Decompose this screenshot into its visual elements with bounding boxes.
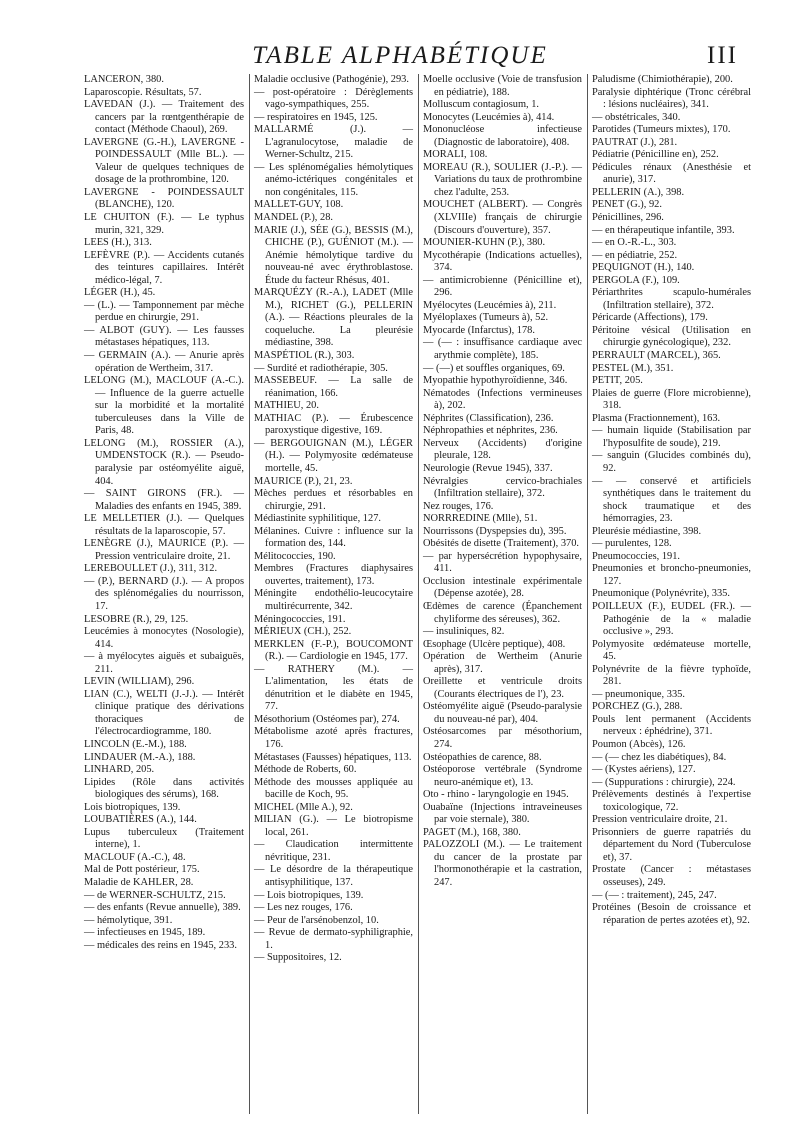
index-entry: PAGET (M.), 168, 380. [423,826,521,838]
index-entry: Protéines (Besoin de croissance et réparation de pertes azotées et), 92. [592,902,751,926]
index-entry: Polynévrite de la fièvre typhoïde, 281. [592,663,751,688]
index-column-4 [587,74,756,1114]
index-entry: — (P.), BERNARD (J.). — A propos des splénomégalies du nourrisson, 17. [84,575,244,612]
index-entry: — GERMAIN (A.). — Anurie après opération de Wertheim, 317. [84,350,244,374]
index-entry: MAURICE (P.), 21, 23. [254,475,353,487]
index-entry: LEVIN (WILLIAM), 296. [84,676,195,688]
index-entry: MOUCHET (ALBERT). — Congrès (XLVIIIe) français de chirurgie (Discours d'ouverture), 357. [423,199,582,236]
index-entry: MERKLEN (F.-P.), BOUCOMONT (R.). — Cardiologie en 1945, 177. [254,638,413,663]
index-entry: LINCOLN (E.-M.), 188. [84,738,187,750]
index-entry: — (—) et souffles organiques, 69. [423,362,565,374]
index-entry: — Les splénomégalies hémolytiques anémo-ictériques congénitales et non congénitales, 115. [254,161,413,198]
index-entry: Mycothérapie (Indications actuelles), 374. [423,249,582,274]
index-entry: Prostate (Cancer : métastases osseuses), 249. [592,864,751,888]
index-entry: Pédiatrie (Pénicilline en), 252. [592,149,719,161]
index-entry: Lois biotropiques, 139. [84,801,181,813]
index-entry: — sanguin (Glucides combinés du), 92. [592,450,751,474]
index-entry: Œdèmes de carence (Épanchement chyliforme des séreuses), 362. [423,600,582,625]
index-entry: PORCHEZ (G.), 288. [592,701,683,713]
index-entry: — Revue de dermato-syphiligraphie, 1. [254,927,413,951]
index-entry: Oto - rhino - laryngologie en 1945. [423,789,569,801]
index-entry: LELONG (M.), MACLOUF (A.-C.). — Influence de la guerre actuelle sur la morbidité et la mortalité tuberculeuses dans la Ville de Paris, 48. [84,375,244,437]
index-entry: — Le désordre de la thérapeutique antisyphilitique, 137. [254,864,413,888]
index-entry: — purulentes, 128. [592,538,672,550]
index-entry: MARIE (J.), SÉE (G.), BESSIS (M.), CHICHE (P.), GUÉNIOT (M.). — Anémie hémolytique tardive du nouveau-né avec érythroblastose. Étude du facteur Rhésus, 401. [254,224,413,286]
index-entry: Moelle occlusive (Voie de transfusion en pédiatrie), 188. [423,74,582,98]
index-entry: Nez rouges, 176. [423,500,494,512]
index-entry: — en pédiatrie, 252. [592,249,678,261]
index-entry: Ostéoporose vertébrale (Syndrome neuro-anémique et), 13. [423,764,582,788]
index-entry: LAVEDAN (J.). — Traitement des cancers par la rœntgenthérapie de contact (Méthode Chaoul), 269. [84,99,244,136]
index-entry: MALLET-GUY, 108. [254,199,344,211]
index-entry: Nourrissons (Dyspepsies du), 395. [423,525,567,537]
index-entry: — Surdité et radiothérapie, 305. [254,362,388,374]
index-entry: PAUTRAT (J.), 281. [592,136,678,148]
index-entry: MACLOUF (A.-C.), 48. [84,851,186,863]
index-entry: Membres (Fractures diaphysaires ouvertes, traitement), 173. [254,563,413,587]
index-entry: Méthode de Roberts, 60. [254,764,357,776]
index-entry: LANCERON, 380. [84,74,164,85]
index-entry: Pneumonies et broncho-pneumonies, 127. [592,563,751,587]
index-entry: Névralgies cervico-brachiales (Infiltration stellaire), 372. [423,475,582,500]
index-entry: LEFÈVRE (P.). — Accidents cutanés des teintures capillaires. Intérêt médico-légal, 7. [84,249,244,286]
index-entry: LÉGER (H.), 45. [84,287,156,299]
index-entry: LIAN (C.), WELTI (J.-J.). — Intérêt clinique pratique des dérivations thoraciques de l'électrocardiogramme, 180. [84,688,244,738]
index-entry: Lupus tuberculeux (Traitement interne), 1. [84,826,244,851]
index-entry: — (Suppurations : chirurgie), 224. [592,776,736,788]
index-entry: Mélitococcies, 190. [254,550,336,562]
index-entry: — Suppositoires, 12. [254,952,342,964]
index-entry: — infectieuses en 1945, 189. [84,927,206,939]
index-entry: POILLEUX (F.), EUDEL (FR.). — Pathogénie de la « maladie occlusive », 293. [592,600,751,638]
index-entry: Pédicules rénaux (Anesthésie et anurie), 317. [592,161,751,186]
index-entry: Mononucléose infectieuse (Diagnostic de laboratoire), 408. [423,124,582,148]
index-entry: Ouabaïne (Injections intraveineuses par voie sternale), 380. [423,801,582,826]
page-title: TABLE ALPHABÉTIQUE [252,42,548,69]
index-entry: — en O.-R.-L., 303. [592,237,677,249]
index-entry: LOUBATIÈRES (A.), 144. [84,814,197,826]
index-entry: LINHARD, 205. [84,764,155,776]
index-entry: MOUNIER-KUHN (P.), 380. [423,237,546,249]
index-entry: Lipides (Rôle dans activités biologiques des sérums), 168. [84,776,244,801]
index-entry: LINDAUER (M.-A.), 188. [84,751,196,763]
index-column-3 [418,74,587,1114]
page-number: III [707,42,738,69]
index-entry: Péricarde (Affections), 179. [592,312,708,324]
index-entry: LENÈGRE (J.), MAURICE (P.). — Pression ventriculaire droite, 21. [84,538,244,562]
index-entry: Leucémies à monocytes (Nosologie), 414. [84,626,244,650]
index-entry: Périarthrites scapulo-humérales (Infiltration stellaire), 372. [592,287,751,311]
index-entry: Monocytes (Leucémies à), 414. [423,111,555,123]
index-entry: — BERGOUIGNAN (M.), LÉGER (H.). — Polymyosite œdémateuse mortelle, 45. [254,437,413,474]
index-entry: LEES (H.), 313. [84,237,152,249]
index-entry: Myélocytes (Leucémies à), 211. [423,299,557,311]
index-entry: Pneumonique (Polynévrite), 335. [592,588,730,600]
index-entry: — en thérapeutique infantile, 393. [592,224,735,236]
index-entry: — Peur de l'arsénobenzol, 10. [254,914,379,926]
index-column-2 [249,74,418,1114]
index-column-1 [80,74,249,1114]
index-entry: Prélèvements destinés à l'expertise toxicologique, 72. [592,789,751,813]
index-columns [80,74,756,1114]
index-entry: Méningococcies, 191. [254,613,346,625]
page-header [62,42,738,76]
index-entry: — (— : traitement), 245, 247. [592,889,717,901]
index-entry: Occlusion intestinale expérimentale (Dépense azotée), 28. [423,575,582,600]
index-entry: Poumon (Abcès), 126. [592,738,686,750]
index-entry: Métabolisme azoté après fractures, 176. [254,726,413,750]
index-entry: — Lois biotropiques, 139. [254,889,364,901]
index-entry: Oreillette et ventricule droits (Courants électriques de l'), 23. [423,676,582,700]
index-entry: LEREBOULLET (J.), 311, 312. [84,563,218,575]
index-entry: Œsophage (Ulcère peptique), 408. [423,638,566,650]
index-entry: Mélanines. Cuivre : influence sur la formation des, 144. [254,525,413,550]
index-entry: Pouls lent permanent (Accidents nerveux : éphédrine), 371. [592,713,751,738]
index-entry: Pleurésie médiastine, 398. [592,525,702,537]
index-entry: PELLERIN (A.), 398. [592,186,685,198]
index-entry: — antimicrobienne (Pénicilline et), 296. [423,274,582,299]
index-entry: — (Kystes aériens), 127. [592,764,696,776]
index-entry: — humain liquide (Stabilisation par l'hyposulfite de soude), 219. [592,425,751,449]
index-entry: MOREAU (R.), SOULIER (J.-P.). — Variations du taux de prothrombine chez l'adulte, 253. [423,161,582,198]
index-entry: Maladie occlusive (Pathogénie), 293. [254,74,409,85]
index-entry: — Claudication intermittente névritique, 231. [254,839,413,863]
index-entry: PENET (G.), 92. [592,199,662,211]
index-entry: MORALI, 108. [423,149,488,161]
index-entry: Myéloplaxes (Tumeurs à), 52. [423,312,549,324]
index-entry: Méningite endothélio-leucocytaire multirécurrente, 342. [254,588,413,612]
index-entry: — par hypersécrétion hypophysaire, 411. [423,550,582,575]
index-entry: Pression ventriculaire droite, 21. [592,814,728,826]
index-entry: Nématodes (Infections vermineuses à), 202. [423,387,582,412]
index-entry: Myocarde (Infarctus), 178. [423,324,535,336]
index-entry: Médiastinite syphilitique, 127. [254,513,381,525]
index-entry: — post-opératoire : Dérèglements vago-sympathiques, 255. [254,86,413,111]
index-entry: LELONG (M.), ROSSIER (A.), UMDENSTOCK (R.). — Pseudo-paralysie par ostéomyélite aiguë, 404. [84,437,244,487]
index-entry: — à myélocytes aiguës et subaiguës, 211. [84,651,244,675]
index-entry: Pénicillines, 296. [592,212,664,224]
index-entry: — (— chez les diabétiques), 84. [592,751,727,763]
index-entry: NORRREDINE (Mlle), 51. [423,513,538,525]
index-entry: MICHEL (Mlle A.), 92. [254,801,353,813]
index-entry: PERGOLA (F.), 109. [592,274,680,286]
index-entry: Méthode des mousses appliquée au bacille de Koch, 95. [254,776,413,801]
index-entry: Néphropathies et néphrites, 236. [423,425,558,437]
index-entry: Plasma (Fractionnement), 163. [592,412,721,424]
index-entry: Parotides (Tumeurs mixtes), 170. [592,124,731,136]
index-entry: — obstétricales, 340. [592,111,681,123]
index-entry: — respiratoires en 1945, 125. [254,111,378,123]
index-entry: MALLARMÉ (J.). — L'agranulocytose, maladie de Werner-Schultz, 215. [254,124,413,161]
index-entry: MASSEBEUF. — La salle de réanimation, 166. [254,375,413,399]
index-entry: Nerveux (Accidents) d'origine pleurale, 128. [423,437,582,462]
index-entry: PESTEL (M.), 351. [592,362,674,374]
index-entry: Maladie de KAHLER, 28. [84,877,194,888]
index-entry: — de WERNER-SCHULTZ, 215. [84,889,226,901]
index-entry: Neurologie (Revue 1945), 337. [423,462,553,474]
index-entry: — Les nez rouges, 176. [254,902,353,914]
index-entry: Molluscum contagiosum, 1. [423,99,540,111]
index-entry: Mésothorium (Ostéomes par), 274. [254,713,400,725]
index-entry: Mal de Pott postérieur, 175. [84,864,200,876]
index-entry: Polymyosite œdémateuse mortelle, 45. [592,638,751,663]
index-entry: MASPÉTIOL (R.), 303. [254,350,355,362]
index-entry: LESOBRE (R.), 29, 125. [84,613,189,625]
index-entry: — (— : insuffisance cardiaque avec arythmie complète), 185. [423,337,582,362]
index-entry: Mèches perdues et résorbables en chirurgie, 291. [254,488,413,512]
index-entry: Ostéopathies de carence, 88. [423,751,542,763]
index-entry: — médicales des reins en 1945, 233. [84,939,237,951]
index-entry: — RATHERY (M.). — L'alimentation, les états de dénutrition et le diabète en 1945, 77. [254,663,413,713]
index-entry: Néphrites (Classification), 236. [423,412,554,424]
index-entry: MILIAN (G.). — Le biotropisme local, 261. [254,814,413,838]
index-entry: Prisonniers de guerre rapatriés du département du Nord (Tuberculose et), 37. [592,826,751,863]
index-entry: LAVERGNE (G.-H.), LAVERGNE - POINDESSAULT (Mlle BL.). — Valeur de quelques techniques de dosage de la prothrombine, 120. [84,136,244,186]
index-entry: PALOZZOLI (M.). — Le traitement du cancer de la prostate par l'hormonothérapie et la castration, 247. [423,839,582,888]
index-entry: Ostéosarcomes par mésothorium, 274. [423,726,582,750]
index-entry: Opération de Wertheim (Anurie après), 317. [423,651,582,675]
index-entry: PEQUIGNOT (H.), 140. [592,262,695,274]
index-entry: — (L.). — Tamponnement par mèche perdue en chirurgie, 291. [84,299,244,324]
index-entry: Obésités de disette (Traitement), 370. [423,538,580,550]
index-entry: PETIT, 205. [592,375,643,387]
index-entry: — SAINT GIRONS (FR.). — Maladies des enfants en 1945, 389. [84,488,244,512]
index-entry: Ostéomyélite aiguë (Pseudo-paralysie du nouveau-né par), 404. [423,701,582,725]
index-entry: — — conservé et artificiels synthétiques dans le traitement du shock traumatique et des hémorragies, 23. [592,475,751,525]
index-entry: MÉRIEUX (CH.), 252. [254,626,352,638]
index-entry: Pneumococcies, 191. [592,550,681,562]
index-entry: Métastases (Fausses) hépatiques, 113. [254,751,412,763]
index-entry: LE CHUITON (F.). — Le typhus murin, 321, 329. [84,212,244,236]
index-entry: Myopathie hypothyroïdienne, 346. [423,375,568,387]
index-entry: — ALBOT (GUY). — Les fausses métastases hépatiques, 113. [84,324,244,349]
index-entry: PERRAULT (MARCEL), 365. [592,350,721,362]
index-entry: Paludisme (Chimiothérapie), 200. [592,74,733,85]
index-entry: — des enfants (Revue annuelle), 389. [84,902,241,914]
index-entry: MATHIEU, 20. [254,400,319,412]
index-entry: LAVERGNE - POINDESSAULT (BLANCHE), 120. [84,186,244,211]
index-entry: MANDEL (P.), 28. [254,212,333,224]
index-entry: LE MELLETIER (J.). — Quelques résultats de la laparoscopie, 57. [84,513,244,537]
index-entry: — pneumonique, 335. [592,688,685,700]
index-entry: Plaies de guerre (Flore microbienne), 318. [592,387,751,412]
index-entry: Laparoscopie. Résultats, 57. [84,86,202,98]
index-entry: Péritoine vésical (Utilisation en chirurgie gynécologique), 232. [592,324,751,349]
index-entry: Paralysie diphtérique (Tronc cérébral : lésions nucléaires), 341. [592,86,751,111]
index-entry: MARQUÉZY (R.-A.), LADET (Mlle M.), RICHET (G.), PELLERIN (A.). — Réactions pleurales de la coqueluche. La pleurésie médiastine, 398. [254,287,413,349]
index-entry: MATHIAC (P.). — Érubescence paroxystique digestive, 169. [254,412,413,437]
index-entry: — hémolytique, 391. [84,914,173,926]
index-entry: — insuliniques, 82. [423,626,505,638]
